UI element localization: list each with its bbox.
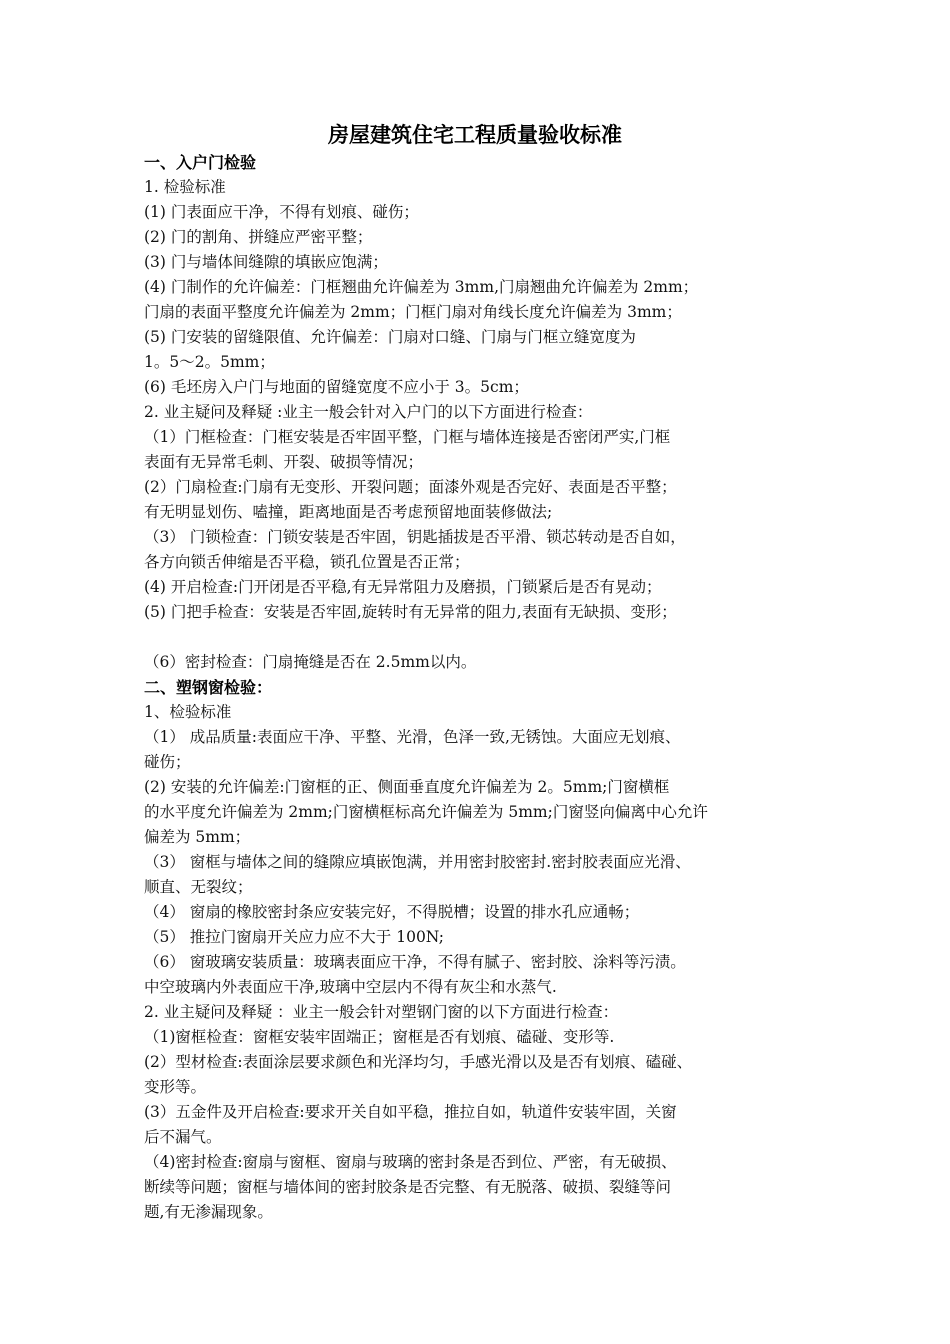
- text-line: (1) 门表面应干净，不得有划痕、碰伤；: [144, 203, 419, 221]
- document-body: [144, 150, 814, 1225]
- text-line: (4) 开启检查:门开闭是否平稳,有无异常阻力及磨损，门锁紧后是否有晃动；: [144, 578, 662, 596]
- text-line: (3）五金件及开启检查:要求开关自如平稳，推拉自如，轨道件安装牢固，关窗: [144, 1103, 677, 1121]
- text-line: 门扇的表面平整度允许偏差为 2mm；门框门扇对角线长度允许偏差为 3mm；: [144, 303, 682, 321]
- text-line: (4) 门制作的允许偏差：门框翘曲允许偏差为 3mm,门扇翘曲允许偏差为 2mm；: [144, 278, 699, 296]
- text-line: (2）门扇检查:门扇有无变形、开裂问题；面漆外观是否完好、表面是否平整；: [144, 478, 677, 496]
- text-line: （6）密封检查：门扇掩缝是否在 2.5mm以内。: [144, 653, 477, 671]
- section-heading: 二、塑钢窗检验：: [144, 678, 273, 697]
- blank-line: [144, 625, 814, 650]
- text-line: 1、检验标准: [144, 703, 232, 721]
- text-line: （4） 窗扇的橡胶密封条应安装完好，不得脱槽；设置的排水孔应通畅；: [144, 903, 640, 921]
- text-line: 1. 检验标准: [144, 178, 226, 196]
- text-line: 有无明显划伤、嗑撞，距离地面是否考虑预留地面装修做法;: [144, 503, 553, 521]
- text-line: (5) 门把手检查：安装是否牢固,旋转时有无异常的阻力,表面有无缺损、变形；: [144, 603, 677, 621]
- text-line: (2）型材检查:表面涂层要求颜色和光泽均匀，手感光滑以及是否有划痕、磕碰、: [144, 1053, 693, 1071]
- text-line: 后不漏气。: [144, 1128, 222, 1146]
- text-line: （3） 门锁检查：门锁安装是否牢固，钥匙插拔是否平滑、锁芯转动是否自如，: [144, 528, 686, 546]
- text-line: (3) 门与墙体间缝隙的填嵌应饱满；: [144, 253, 388, 271]
- text-line: （1） 成品质量:表面应干净、平整、光滑，色泽一致,无锈蚀。大面应无划痕、: [144, 728, 681, 746]
- text-line: (2) 门的割角、拼缝应严密平整；: [144, 228, 373, 246]
- text-line: 断续等问题；窗框与墙体间的密封胶条是否完整、有无脱落、破损、裂缝等问: [144, 1178, 672, 1196]
- section-heading: 一、入户门检验: [144, 153, 257, 172]
- text-line: 表面有无异常毛刺、开裂、破损等情况；: [144, 453, 424, 471]
- text-line: （6） 窗玻璃安装质量：玻璃表面应干净，不得有腻子、密封胶、涂料等污渍。: [144, 953, 686, 971]
- text-line: 变形等。: [144, 1078, 207, 1096]
- text-line: 2. 业主疑问及释疑 :业主一般会针对入户门的以下方面进行检查：: [144, 403, 593, 421]
- text-line: （1)窗框检查：窗框安装牢固端正；窗框是否有划痕、磕碰、变形等.: [144, 1028, 615, 1046]
- text-line: 各方向锁舌伸缩是否平稳，锁孔位置是否正常；: [144, 553, 470, 571]
- text-line: （5） 推拉门窗扇开关应力应不大于 100N;: [144, 928, 445, 946]
- text-line: 偏差为 5mm；: [144, 828, 251, 846]
- text-line: (5) 门安装的留缝限值、允许偏差：门扇对口缝、门扇与门框立缝宽度为: [144, 328, 636, 346]
- text-line: (2) 安装的允许偏差:门窗框的正、侧面垂直度允许偏差为 2。5mm;门窗横框: [144, 778, 670, 796]
- text-line: （3） 窗框与墙体之间的缝隙应填嵌饱满，并用密封胶密封.密封胶表面应光滑、: [144, 853, 691, 871]
- page-title: 房屋建筑住宅工程质量验收标准: [328, 123, 622, 147]
- text-line: 的水平度允许偏差为 2mm;门窗横框标高允许偏差为 5mm;门窗竖向偏离中心允许: [144, 803, 708, 821]
- text-line: 碰伤；: [144, 753, 191, 771]
- text-line: （1）门框检查：门框安装是否牢固平整，门框与墙体连接是否密闭严实,门框: [144, 428, 671, 446]
- text-line: (6) 毛坯房入户门与地面的留缝宽度不应小于 3。5cm；: [144, 378, 529, 396]
- text-line: （4)密封检查:窗扇与窗框、窗扇与玻璃的密封条是否到位、严密，有无破损、: [144, 1153, 677, 1171]
- text-line: 中空玻璃内外表面应干净,玻璃中空层内不得有灰尘和水蒸气.: [144, 978, 557, 996]
- text-line: 题,有无渗漏现象。: [144, 1203, 273, 1221]
- text-line: 顺直、无裂纹；: [144, 878, 253, 896]
- text-line: 1。5～2。5mm；: [144, 353, 275, 371]
- text-line: 2. 业主疑问及释疑 ：业主一般会针对塑钢门窗的以下方面进行检查：: [144, 1003, 619, 1021]
